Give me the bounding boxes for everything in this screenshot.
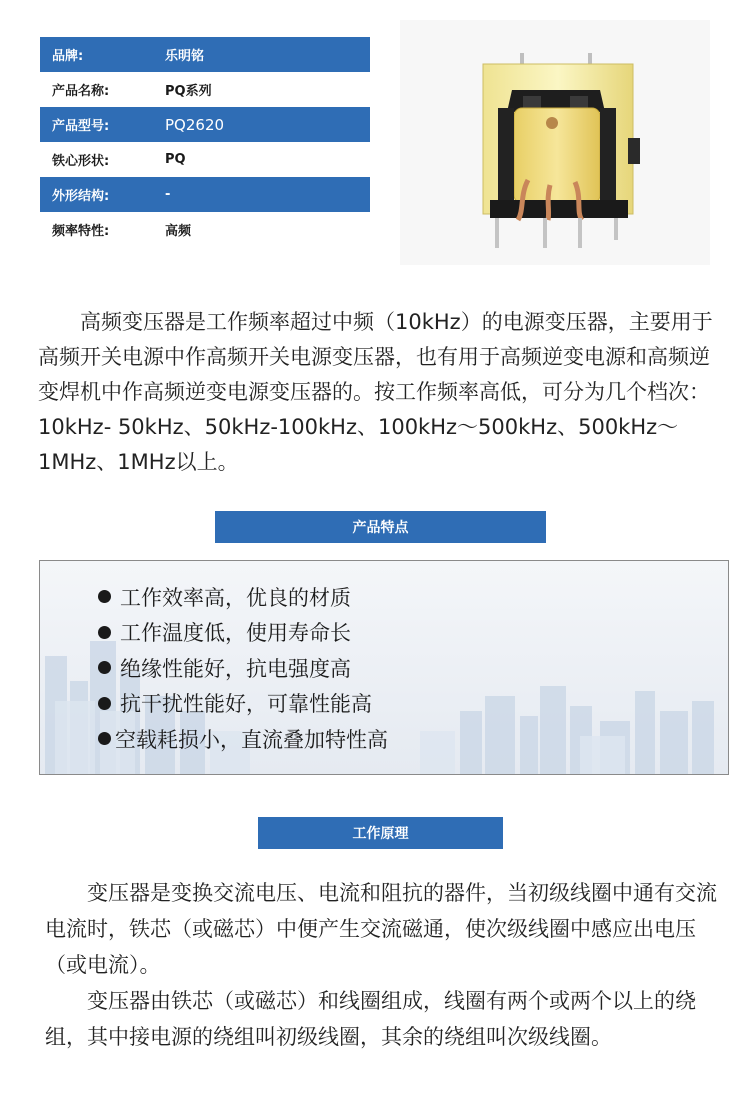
spec-key: 品牌: (52, 49, 84, 64)
bullet-icon (98, 697, 111, 710)
principle-paragraph-2: 变压器由铁芯（或磁芯）和线圈组成，线圈有两个或两个以上的绕组，其中接电源的绕组叫初级线圈，其余的绕组叫次级线圈。 (45, 989, 696, 1049)
transformer-product-image (400, 20, 710, 265)
feature-text: 工作温度低，使用寿命长 (120, 621, 351, 646)
list-item (98, 615, 388, 651)
spec-key: 产品型号: (52, 119, 110, 134)
bullet-icon (98, 590, 111, 603)
features-list (98, 579, 388, 757)
principle-heading: 工作原理 (258, 817, 503, 849)
feature-text: 空载耗损小，直流叠加特性高 (115, 727, 388, 752)
bullet-icon (98, 661, 111, 674)
spec-value: 乐明铭 (165, 49, 205, 64)
spec-row-brand (40, 37, 370, 72)
feature-text: 工作效率高，优良的材质 (120, 585, 351, 610)
feature-text: 绝缘性能好，抗电强度高 (120, 656, 351, 681)
spec-value: PQ (165, 152, 186, 167)
features-box (39, 560, 729, 775)
list-item (98, 650, 388, 686)
spec-row-product-name (40, 72, 370, 107)
spec-key: 外形结构: (52, 189, 110, 204)
spec-row-core-shape (40, 142, 370, 177)
feature-text: 抗干扰性能好，可靠性能高 (120, 692, 372, 717)
spec-key: 产品名称: (52, 84, 110, 99)
list-item (98, 579, 388, 615)
spec-key: 频率特性: (52, 224, 110, 239)
bullet-icon (98, 626, 111, 639)
list-item (98, 721, 388, 757)
bullet-icon (98, 732, 111, 745)
spec-value: 高频 (165, 224, 192, 239)
spec-table (40, 37, 370, 247)
spec-value: - (165, 187, 171, 202)
list-item (98, 686, 388, 722)
spec-row-model (40, 107, 370, 142)
spec-value: PQ2620 (165, 115, 225, 134)
spec-key: 铁心形状: (52, 154, 110, 169)
spec-value: PQ系列 (165, 84, 212, 99)
features-heading: 产品特点 (215, 511, 546, 543)
principle-paragraph-1: 变压器是变换交流电压、电流和阻抗的器件，当初级线圈中通有交流电流时，铁芯（或磁芯）中便产生交流磁通，使次级线圈中感应出电压（或电流）。 (45, 881, 717, 977)
spec-row-structure (40, 177, 370, 212)
spec-row-frequency (40, 212, 370, 247)
intro-paragraph: 高频变压器是工作频率超过中频（10kHz）的电源变压器，主要用于高频开关电源中作高频开关电源变压器，也有用于高频逆变电源和高频逆变焊机中作高频逆变电源变压器的。按工作频率高低，可分为几个档次：10kHz- 50kHz、50kHz-100kHz、100kHz～500kHz、500kHz～1MHz、1MHz以上。 (38, 310, 713, 474)
